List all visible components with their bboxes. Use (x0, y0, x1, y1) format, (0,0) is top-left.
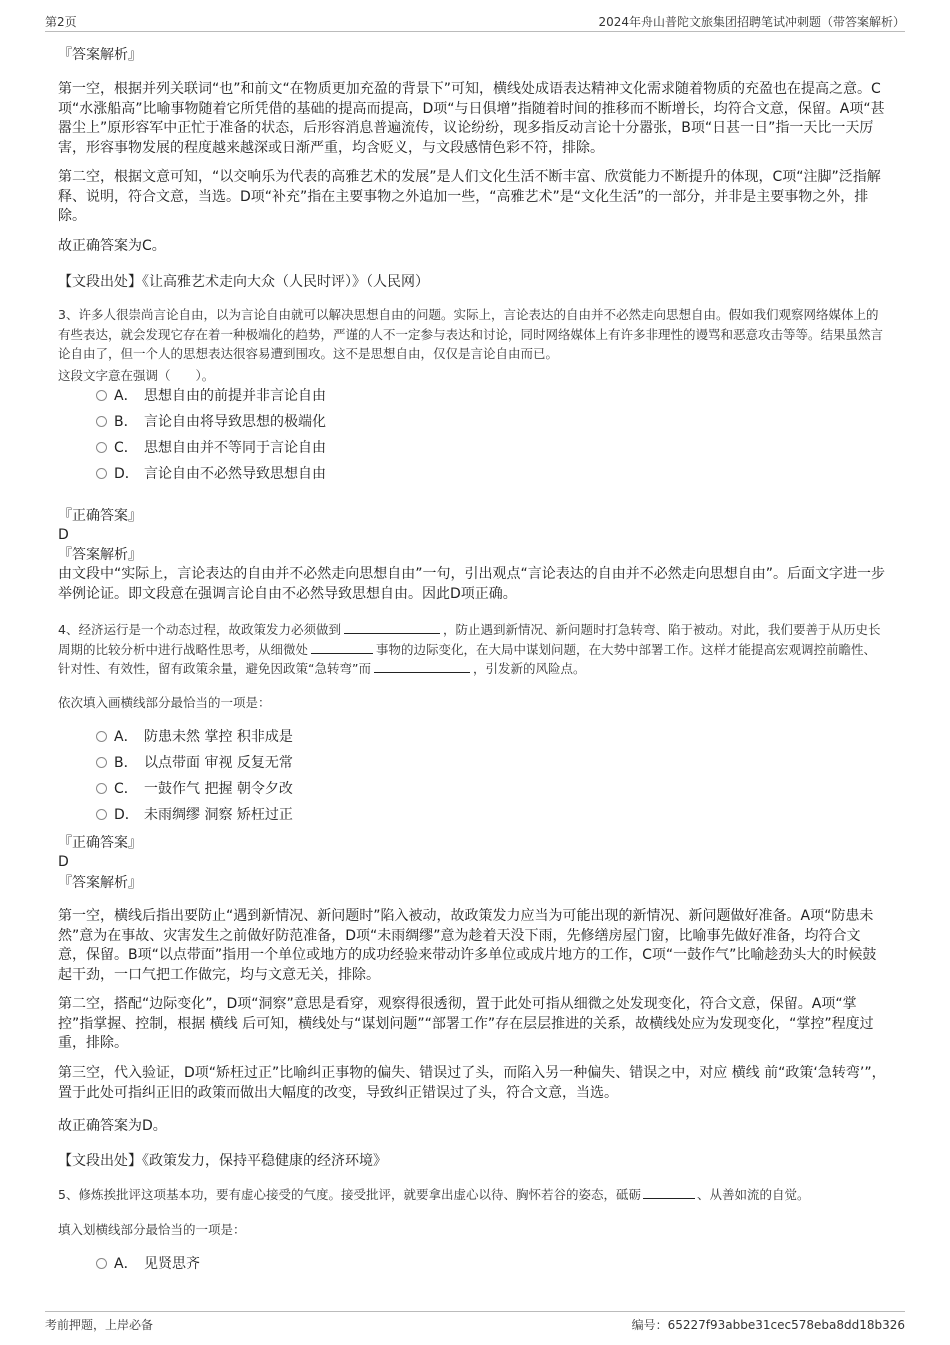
option-text: 见贤思齐 (144, 1256, 200, 1272)
q4-answer-heading: 『正确答案』 (58, 835, 142, 851)
radio-icon[interactable] (96, 757, 107, 768)
blank-line (344, 622, 440, 634)
radio-icon[interactable] (96, 416, 107, 427)
q5-prompt: 填入划横线部分最恰当的一项是： (58, 1222, 246, 1237)
option-text: 思想自由并不等同于言论自由 (144, 440, 326, 456)
q3-option-a[interactable]: A． 思想自由的前提并非言论自由 (96, 387, 326, 406)
footer-slogan: 考前押题，上岸必备 (45, 1318, 154, 1332)
q4-answer: D (58, 854, 69, 870)
option-text: 一鼓作气 把握 朝令夕改 (144, 781, 293, 797)
page-header (45, 10, 905, 32)
blank-line (374, 661, 470, 673)
q3-analysis-heading: 『答案解析』 (58, 547, 142, 563)
q4-option-d[interactable]: D． 未雨绸缪 洞察 矫枉过正 (96, 806, 293, 825)
radio-icon[interactable] (96, 809, 107, 820)
q4-analysis-paragraph: 第二空，搭配“边际变化”，D项“洞察”意思是看穿，观察得很透彻，置于此处可指从细微之处发现变化，符合文意，保留。A项“掌控”指掌握、控制，根据 横线 后可知，横线处与“谋划问题”“部署工作”存在层层推进的关系，故横线处应为发现变化，“掌控”程度过重，排除。 (58, 996, 874, 1051)
q3-answer-heading: 『正确答案』 (58, 508, 142, 524)
blank-line (643, 1187, 695, 1199)
radio-icon[interactable] (96, 1258, 107, 1269)
q4-option-a[interactable]: A． 防患未然 掌控 积非成是 (96, 728, 293, 747)
q3-analysis: 由文段中“实际上，言论表达的自由并不必然走向思想自由”一句，引出观点“言论表达的自由并不必然走向思想自由”。后面文字进一步举例论证。即文段意在强调言论自由不必然导致思想自由。因此D项正确。 (58, 566, 886, 602)
q4-prompt: 依次填入画横线部分最恰当的一项是： (58, 695, 271, 710)
radio-icon[interactable] (96, 442, 107, 453)
radio-icon[interactable] (96, 468, 107, 479)
q3-prompt: 这段文字意在强调（ ）。 (58, 368, 215, 383)
q4-analysis-heading: 『答案解析』 (58, 875, 142, 891)
radio-icon[interactable] (96, 731, 107, 742)
option-text: 言论自由将导致思想的极端化 (144, 414, 326, 430)
q3-answer: D (58, 527, 69, 543)
q5-stem: 5、修炼挨批评这项基本功，要有虚心接受的气度。接受批评，就要拿出虚心以待、胸怀若谷的姿态，砥砺 、从善如流的自觉。 (58, 1187, 810, 1202)
q5-option-a[interactable]: A． 见贤思齐 (96, 1255, 200, 1274)
q4-analysis-paragraph: 第一空，横线后指出要防止“遇到新情况、新问题时”陷入被动，故政策发力应当为可能出现的新情况、新问题做好准备。A项“防患未然”意为在事故、灾害发生之前做好防范准备，D项“未雨绸缪”意为趁着天没下雨，先修缮房屋门窗，比喻事先做好准备，均符合文意，保留。B项“以点带面”指用一个单位或地方的成功经验来带动许多单位或成片地方的工作，C项“一鼓作气”比喻趁劲头大的时候鼓起干劲，一口气把工作做完，均与文意无关，排除。 (58, 908, 877, 983)
q2-analysis-paragraph: 第一空，根据并列关联词“也”和前文“在物质更加充盈的背景下”可知，横线处成语表达精神文化需求随着物质的充盈也在提高之意。C项“水涨船高”比喻事物随着它所凭借的基础的提高而提高，D项“与日俱增”指随着时间的推移而不断增长，均符合文意，保留。A项“甚嚣尘上”原形容军中正忙于准备的状态，后形容消息普遍流传，议论纷纷，现多指反动言论十分嚣张，B项“日甚一日”指一天比一天厉害，形容事物发展的程度越来越深或日渐严重，均含贬义，与文段感情色彩不符，排除。 (58, 81, 885, 156)
page-footer (45, 1311, 905, 1335)
q4-option-c[interactable]: C． 一鼓作气 把握 朝令夕改 (96, 780, 293, 799)
option-text: 防患未然 掌控 积非成是 (144, 729, 293, 745)
q3-stem: 3、许多人很崇尚言论自由，以为言论自由就可以解决思想自由的问题。实际上，言论表达的自由并不必然走向思想自由。假如我们观察网络媒体上的有些表达，就会发现它存在着一种极端化的趋势，严谨的人不一定参与表达和讨论，同时网络媒体上有许多非理性的谩骂和恶意攻击等等。结果虽然言论自由了，但一个人的思想表达很容易遭到围攻。这不是思想自由，仅仅是言论自由而已。 (58, 307, 884, 361)
q2-analysis-heading: 『答案解析』 (58, 47, 142, 63)
page-number: 第2页 (45, 15, 77, 29)
q4-source: 【文段出处】《政策发力，保持平稳健康的经济环境》 (58, 1153, 387, 1169)
blank-line (311, 642, 373, 654)
radio-icon[interactable] (96, 390, 107, 401)
document-code: 编号：65227f93abbe31cec578eba8dd18b326 (631, 1318, 905, 1332)
option-text: 思想自由的前提并非言论自由 (144, 388, 326, 404)
radio-icon[interactable] (96, 783, 107, 794)
option-text: 未雨绸缪 洞察 矫枉过正 (144, 807, 293, 823)
q4-stem: 4、经济运行是一个动态过程，故政策发力必须做到 ，防止遇到新情况、新问题时打急转弯、陷于被动。对此，我们要善于从历史长周期的比较分析中进行战略性思考，从细微处 事物的边际变化，在大局中谋划问题，在大势中部署工作。这样才能提高宏观调控前瞻性、针对性、有效性，留有政策余量，避免因政策“急转弯”而 ，引发新的风险点。 (58, 622, 881, 676)
option-text: 以点带面 审视 反复无常 (144, 755, 293, 771)
option-text: 言论自由不必然导致思想自由 (144, 466, 326, 482)
q4-conclusion: 故正确答案为D。 (58, 1118, 167, 1134)
q4-option-b[interactable]: B． 以点带面 审视 反复无常 (96, 754, 293, 773)
q3-option-c[interactable]: C． 思想自由并不等同于言论自由 (96, 439, 326, 458)
q2-conclusion: 故正确答案为C。 (58, 238, 166, 254)
q3-option-d[interactable]: D． 言论自由不必然导致思想自由 (96, 465, 326, 484)
q2-source: 【文段出处】《让高雅艺术走向大众（人民时评）》（人民网） (58, 274, 429, 290)
q4-analysis-paragraph: 第三空，代入验证，D项“矫枉过正”比喻纠正事物的偏失、错误过了头，而陷入另一种偏失、错误之中，对应 横线 前“政策‘急转弯’”，置于此处可指纠正旧的政策而做出大幅度的改变，导致纠正错误过了头，符合文意，当选。 (58, 1065, 886, 1101)
document-title: 2024年舟山普陀文旅集团招聘笔试冲刺题（带答案解析） (598, 15, 905, 29)
q2-analysis-paragraph: 第二空，根据文意可知，“以交响乐为代表的高雅艺术的发展”是人们文化生活不断丰富、欣赏能力不断提升的体现，C项“注脚”泛指解释、说明，符合文意，当选。D项“补充”指在主要事物之外追加一些，“高雅艺术”是“文化生活”的一部分，并非是主要事物之外，排除。 (58, 169, 881, 224)
q3-option-b[interactable]: B． 言论自由将导致思想的极端化 (96, 413, 326, 432)
